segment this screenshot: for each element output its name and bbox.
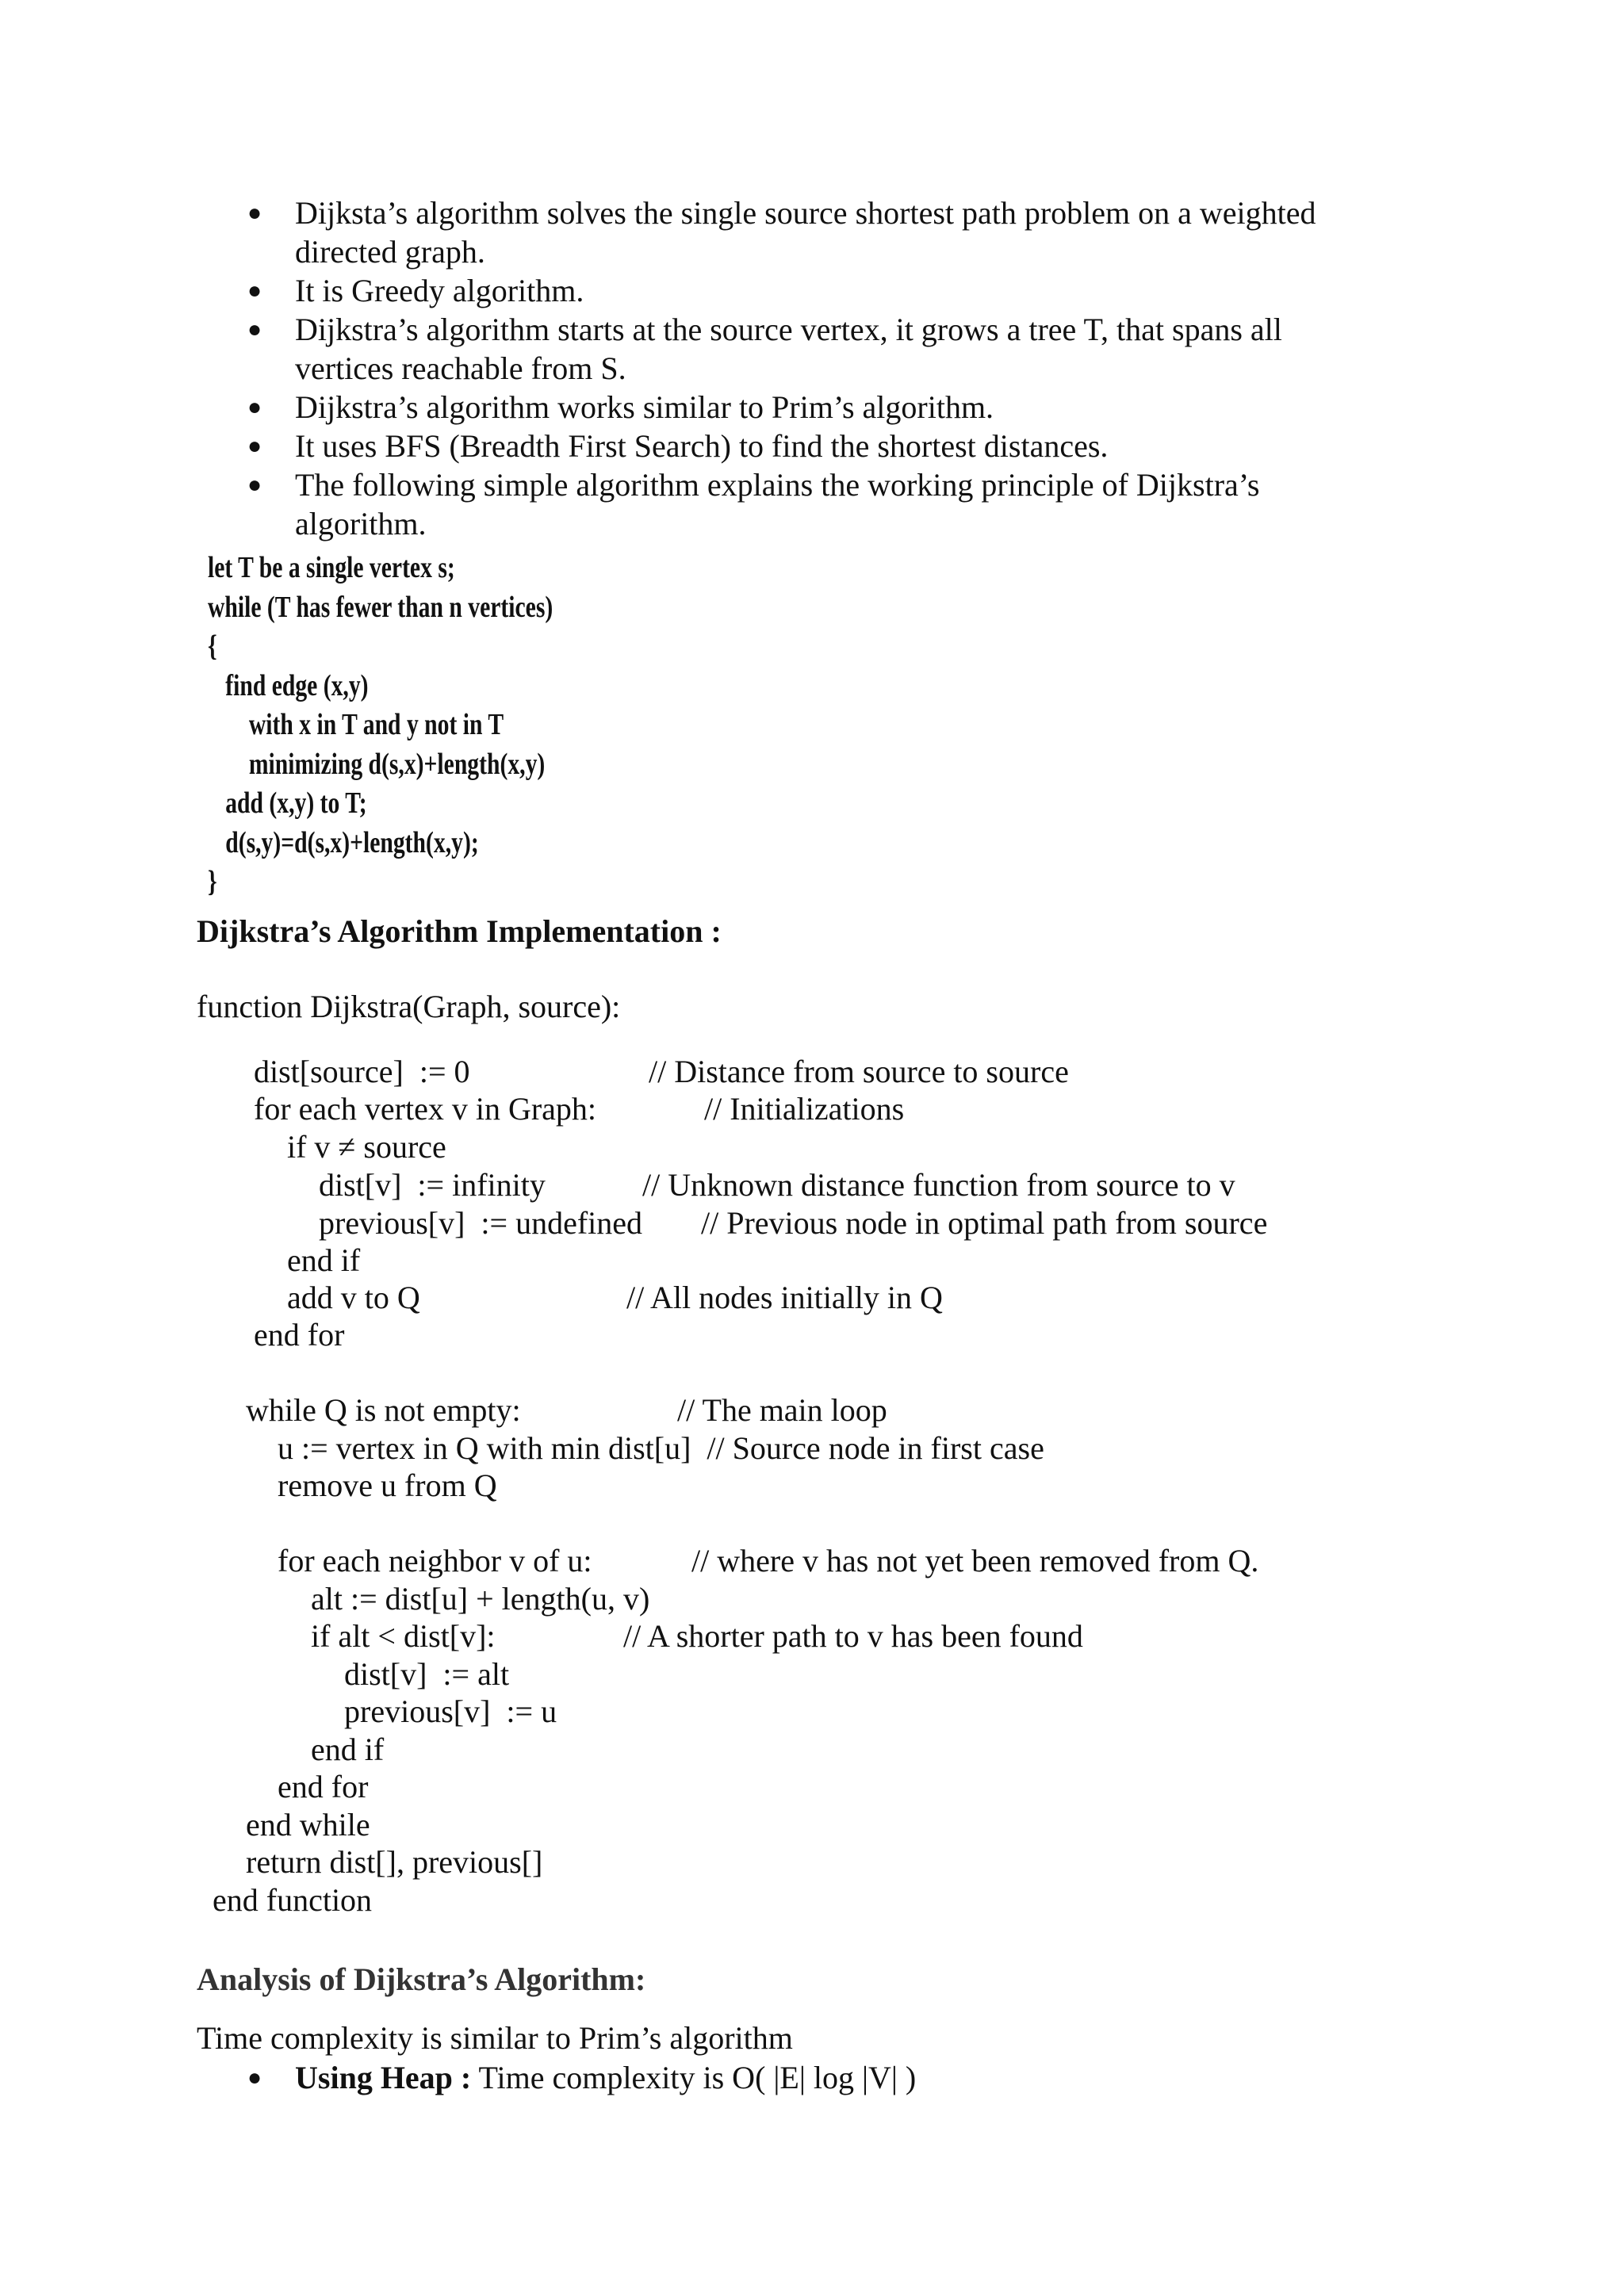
code-comment: // Initializations xyxy=(704,1091,905,1127)
code-line: end for xyxy=(254,1317,345,1353)
code-line: remove u from Q xyxy=(278,1468,497,1503)
bullet-icon: ● xyxy=(247,200,262,226)
bullet-text: Dijksta’s algorithm solves the single source shortest path problem on a weighted directed graph. xyxy=(295,195,1316,270)
pseudocode-line: find edge (x,y) xyxy=(208,668,369,702)
code-line: dist[v] := infinity xyxy=(319,1167,546,1203)
pseudocode-line: { xyxy=(208,629,217,663)
pseudocode-line: let T be a single vertex s; xyxy=(208,551,455,584)
heap-label: Using Heap : xyxy=(295,2060,472,2095)
pseudocode-line: with x in T and y not in T xyxy=(208,708,504,741)
bullet-icon: ● xyxy=(247,394,262,420)
code-line: previous[v] := undefined xyxy=(319,1205,643,1241)
code-line: return dist[], previous[] xyxy=(246,1844,543,1880)
code-line: u := vertex in Q with min dist[u] // Source node in first case xyxy=(278,1430,1044,1466)
code-line: end for xyxy=(278,1769,369,1804)
bullet-text: Dijkstra’s algorithm starts at the source vertex, it grows a tree T, that spans all vertices reachable from S. xyxy=(295,312,1282,386)
code-line: end if xyxy=(287,1242,361,1278)
code-line: end while xyxy=(246,1807,370,1843)
bullet-text: The following simple algorithm explains the working principle of Dijkstra’s algorithm. xyxy=(295,467,1260,541)
bullet-text: It uses BFS (Breadth First Search) to find the shortest distances. xyxy=(295,428,1109,464)
pseudocode-block xyxy=(208,549,764,902)
code-line: end if xyxy=(311,1732,385,1767)
code-line: dist[v] := alt xyxy=(344,1656,510,1692)
code-line: dist[source] := 0 xyxy=(254,1054,470,1089)
intro-bullet-list xyxy=(0,193,1624,543)
bullet-item xyxy=(0,271,1624,310)
bullet-item xyxy=(0,465,1624,543)
code-comment: // Previous node in optimal path from source xyxy=(701,1205,1268,1241)
pseudocode-line: add (x,y) to T; xyxy=(208,786,367,820)
heap-bullet-item xyxy=(0,2058,1624,2097)
pseudocode-line: } xyxy=(208,865,217,898)
code-comment: // Distance from source to source xyxy=(649,1054,1069,1089)
code-line: while Q is not empty: xyxy=(246,1392,521,1428)
bullet-icon: ● xyxy=(247,277,262,304)
heap-bullet-text xyxy=(295,2058,1624,2097)
code-comment: // A shorter path to v has been found xyxy=(623,1618,1083,1654)
code-comment: // All nodes initially in Q xyxy=(626,1280,943,1315)
code-line: if alt < dist[v]: xyxy=(311,1618,496,1654)
code-comment: // Unknown distance function from source to v xyxy=(642,1167,1235,1203)
bullet-item xyxy=(0,388,1624,427)
bullet-item xyxy=(0,310,1624,388)
code-comment: // where v has not yet been removed from Q. xyxy=(691,1543,1259,1578)
pseudocode-line: while (T has fewer than n vertices) xyxy=(208,590,553,624)
code-line: end function xyxy=(213,1882,373,1918)
code-line: add v to Q xyxy=(287,1280,420,1315)
bullet-text: Dijkstra’s algorithm works similar to Prim’s algorithm. xyxy=(295,389,994,425)
bullet-text: It is Greedy algorithm. xyxy=(295,273,584,308)
heap-complexity: Time complexity is O( |E| log |V| ) xyxy=(471,2060,917,2095)
bullet-icon: ● xyxy=(247,2064,262,2091)
bullet-item xyxy=(0,193,1624,271)
code-comment: // The main loop xyxy=(677,1392,887,1428)
pseudocode-line: d(s,y)=d(s,x)+length(x,y); xyxy=(208,825,479,859)
code-line: for each vertex v in Graph: xyxy=(254,1091,597,1127)
pseudocode-line: minimizing d(s,x)+length(x,y) xyxy=(208,747,546,781)
implementation-heading: Dijkstra’s Algorithm Implementation : xyxy=(197,913,722,949)
code-line: previous[v] := u xyxy=(344,1693,557,1729)
code-line: for each neighbor v of u: xyxy=(278,1543,592,1578)
analysis-heading: Analysis of Dijkstra’s Algorithm: xyxy=(197,1961,646,1997)
bullet-icon: ● xyxy=(247,433,262,459)
function-declaration: function Dijkstra(Graph, source): xyxy=(197,989,621,1024)
bullet-item xyxy=(0,427,1624,465)
code-line: if v ≠ source xyxy=(287,1129,446,1165)
bullet-icon: ● xyxy=(247,316,262,342)
code-line: alt := dist[u] + length(u, v) xyxy=(311,1581,650,1617)
bullet-icon: ● xyxy=(247,472,262,498)
analysis-text: Time complexity is similar to Prim’s algorithm xyxy=(197,2020,793,2056)
